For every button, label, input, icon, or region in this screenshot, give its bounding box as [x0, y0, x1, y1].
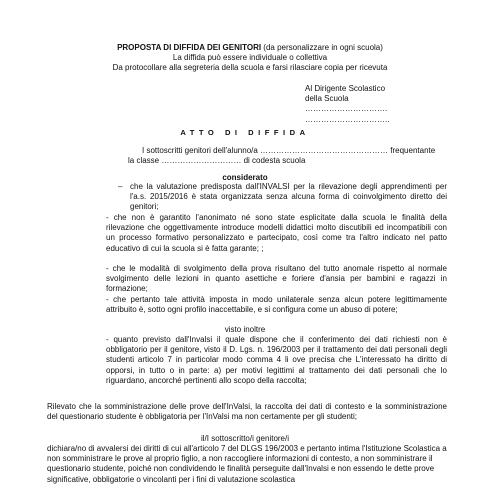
- dash-marker: –: [118, 182, 123, 191]
- intro-block: [128, 146, 448, 166]
- recipient-block: [305, 84, 455, 125]
- intro-line-1: I sottoscritti genitori dell'alunno/a ………………………………………… frequentante: [142, 146, 436, 155]
- considerato-item-1-text: che la valutazione predisposta dall'INVALSI per la rilevazione degli apprendimenti per l'a.s. 2015/2016 è stata organizzata senza alcuna forma di coinvolgimento diretto dei genitori;: [130, 182, 447, 212]
- intro-line-2: la classe ………………………… di codesta scuola: [128, 156, 306, 166]
- considerato-item-2: - che non è garantito l'anonimato né sono state esplicitate dalla scuola le finalità della rilevazione che oggettivamente introduce modelli didattici molto discutibili ed incompatibili con un processo formativo personalizzato e partecipato, così come tra l'altro indicato nel patto educativo di cui la scuola si è fatta garante; ;: [106, 213, 447, 253]
- visto-item: - quanto previsto dall'Invalsi il quale dispone che il conferimento dei dati richiesti non è obbligatorio per il genitore, visto il D. Lgs. n. 196/2003 per il trattamento dei dati personali degli studenti articolo 7 in particolar modo comma 4 li ove precisa che L'interessato ha diritto di opporsi, in tutto o in parte: a) per motivi legittimi al trattamento dei dati personali che lo riguardano, ancorché pertinenti allo scopo della raccolta;: [106, 335, 447, 385]
- header-line-2: La diffida può essere individuale o collettiva: [172, 53, 328, 63]
- dichiara-paragraph: dichiara/no di avvalersi dei diritti di cui all'articolo 7 del DLGS 196/2003 e pertanto intima l'Istituzione Scolastica a non somministrare le prove al proprio figlio, a non raccogliere informazioni di contesto, a non somministrare il questionario studente, poiché non condividendo le finalità perseguite dall'Invalsi e non essendo le dette prove significative, obbligatorie o vincolanti per i fini di valutazione scolastica: [47, 444, 447, 484]
- rilevato-paragraph: Rilevato che la somministrazione delle prove dell'InValsi, la raccolta dei dati di contesto e la somministrazione del questionario studente è obbligatoria per l'InValsi ma non certamente per gli studenti;: [47, 402, 447, 422]
- considerato-item-1: [118, 182, 447, 213]
- header-title-bold: PROPOSTA DI DIFFIDA DEI GENITORI: [117, 43, 262, 52]
- sottoscritto-heading: il/I sottoscritto/i genitore/i: [200, 434, 290, 443]
- recipient-line-1: Al Dirigente Scolastico: [305, 84, 386, 93]
- considerato-item-4: - che pertanto tale attività imposta in modo unilaterale senza alcun potere legittimamente attribuito è, sotto ogni profilo inaccettabile, e si configura come un abuso di potere;: [106, 295, 447, 315]
- recipient-blank-1: ………………………….: [305, 104, 388, 114]
- header-title: [60, 43, 440, 53]
- considerato-item-3: - che le modalità di svolgimento della prova risultano del tutto anomale rispetto al normale svolgimento delle lezioni in quanto asettiche e foriere d'ansia per bambini e ragazzi in formazione;: [106, 264, 447, 294]
- recipient-line-2: della Scuola: [305, 94, 349, 104]
- visto-inoltre-heading: visto inoltre: [224, 325, 266, 334]
- recipient-blank-2: …………………………..: [305, 114, 390, 124]
- document-header: [60, 43, 440, 74]
- act-title: ATTO DI DIFFIDA: [180, 128, 310, 137]
- header-line-3: Da protocollare alla segreteria della scuola e farsi rilasciare copia per ricevuta: [112, 63, 388, 73]
- considerato-heading: considerato: [222, 173, 268, 182]
- header-title-note: (da personalizzare in ogni scuola): [261, 43, 383, 52]
